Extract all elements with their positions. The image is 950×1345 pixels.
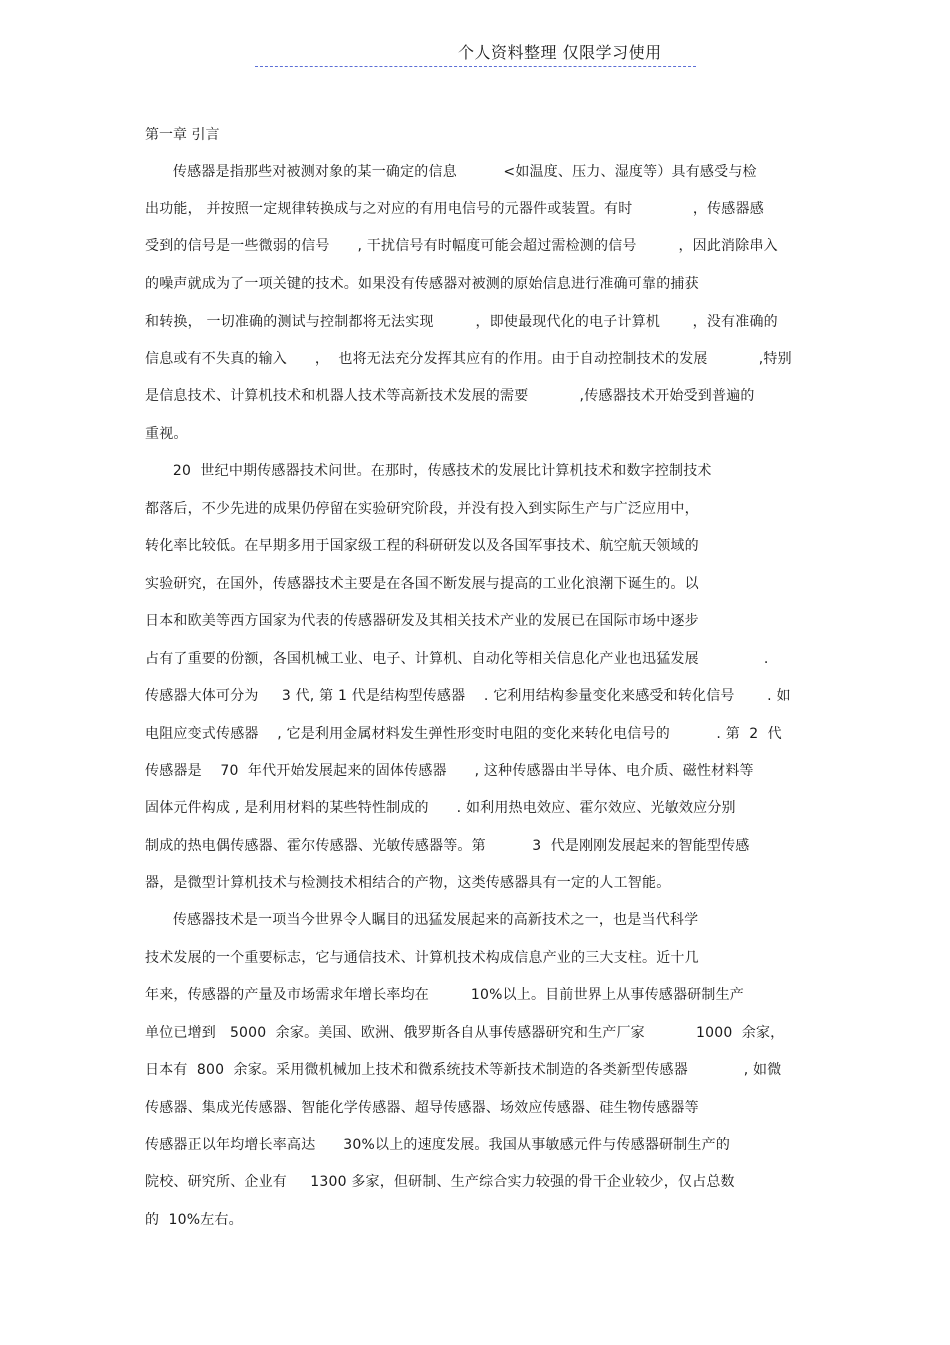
text-line: 固体元件构成 , 是利用材料的某些特性制成的 . 如利用热电效应、霍尔效应、光敏效应分别 (145, 800, 736, 816)
text-line: 日本有 800 余家。采用微机械加上技术和微系统技术等新技术制造的各类新型传感器 , 如微 (145, 1062, 782, 1078)
text-line: 院校、研究所、企业有 1300 多家，但研制、生产综合实力较强的骨干企业较少，仅占总数 (145, 1174, 735, 1190)
text-line: 传感器正以年均增长率高达 30%以上的速度发展。我国从事敏感元件与传感器研制生产的 (145, 1137, 731, 1153)
text-line: 出功能， 并按照一定规律转换成与之对应的有用电信号的元器件或装置。有时 ，传感器感 (145, 201, 764, 217)
text-line: 信息或有不失真的输入 ， 也将无法充分发挥其应有的作用。由于自动控制技术的发展 ,特别 (145, 351, 792, 367)
text-line: 是信息技术、计算机技术和机器人技术等高新技术发展的需要 ,传感器技术开始受到普遍的 (145, 388, 755, 404)
text-line: 传感器、集成光传感器、智能化学传感器、超导传感器、场效应传感器、硅生物传感器等 (145, 1100, 699, 1116)
text-line: 传感器技术是一项当今世界令人瞩目的迅猛发展起来的高新技术之一，也是当代科学 (145, 912, 699, 928)
text-line: 单位已增到 5000 余家。美国、欧洲、俄罗斯各自从事传感器研究和生产厂家 1000 余家， (145, 1025, 785, 1041)
text-line: 电阻应变式传感器 , 它是利用金属材料发生弹性形变时电阻的变化来转化电信号的 . 第 2 代 (145, 726, 782, 742)
text-line: 器，是微型计算机技术与检测技术相结合的产物，这类传感器具有一定的人工智能。 (145, 875, 671, 891)
text-line: 的噪声就成为了一项关键的技术。如果没有传感器对被测的原始信息进行准确可靠的捕获 (145, 276, 699, 292)
text-line: 重视。 (145, 426, 188, 442)
text-line: 20 世纪中期传感器技术问世。在那时，传感技术的发展比计算机技术和数字控制技术 (145, 463, 712, 479)
text-line: 传感器是 70 年代开始发展起来的固体传感器 , 这种传感器由半导体、电介质、磁性材料等 (145, 763, 754, 779)
text-line: 技术发展的一个重要标志，它与通信技术、计算机技术构成信息产业的三大支柱。近十几 (145, 950, 699, 966)
text-line: 的 10%左右。 (145, 1212, 243, 1228)
text-line: 占有了重要的份额，各国机械工业、电子、计算机、自动化等相关信息化产业也迅猛发展 . (145, 651, 769, 667)
page-header (255, 42, 696, 67)
text-line: 都落后，不少先进的成果仍停留在实验研究阶段，并没有投入到实际生产与广泛应用中， (145, 501, 699, 517)
text-line: 实验研究，在国外，传感器技术主要是在各国不断发展与提高的工业化浪潮下诞生的。以 (145, 576, 699, 592)
text-line: 日本和欧美等西方国家为代表的传感器研发及其相关技术产业的发展已在国际市场中逐步 (145, 613, 699, 629)
text-line: 传感器大体可分为 3 代, 第 1 代是结构型传感器 . 它利用结构参量变化来感受和转化信号 . 如 (145, 688, 791, 704)
text-line: 传感器是指那些对被测对象的某一确定的信息 <如温度、压力、湿度等）具有感受与检 (145, 164, 757, 180)
text-line: 受到的信号是一些微弱的信号 , 干扰信号有时幅度可能会超过需检测的信号 ，因此消除串入 (145, 238, 778, 254)
header-text: 个人资料整理 仅限学习使用 (458, 43, 662, 62)
text-line: 转化率比较低。在早期多用于国家级工程的科研研发以及各国军事技术、航空航天领域的 (145, 538, 699, 554)
text-line: 制成的热电偶传感器、霍尔传感器、光敏传感器等。第 3 代是刚刚发展起来的智能型传感 (145, 838, 750, 854)
text-line: 和转换， 一切准确的测试与控制都将无法实现 ，即使最现代化的电子计算机 ，没有准确的 (145, 314, 778, 330)
text-line: 年来，传感器的产量及市场需求年增长率均在 10%以上。目前世界上从事传感器研制生产 (145, 987, 744, 1003)
chapter-title: 第一章 引言 (145, 127, 220, 143)
